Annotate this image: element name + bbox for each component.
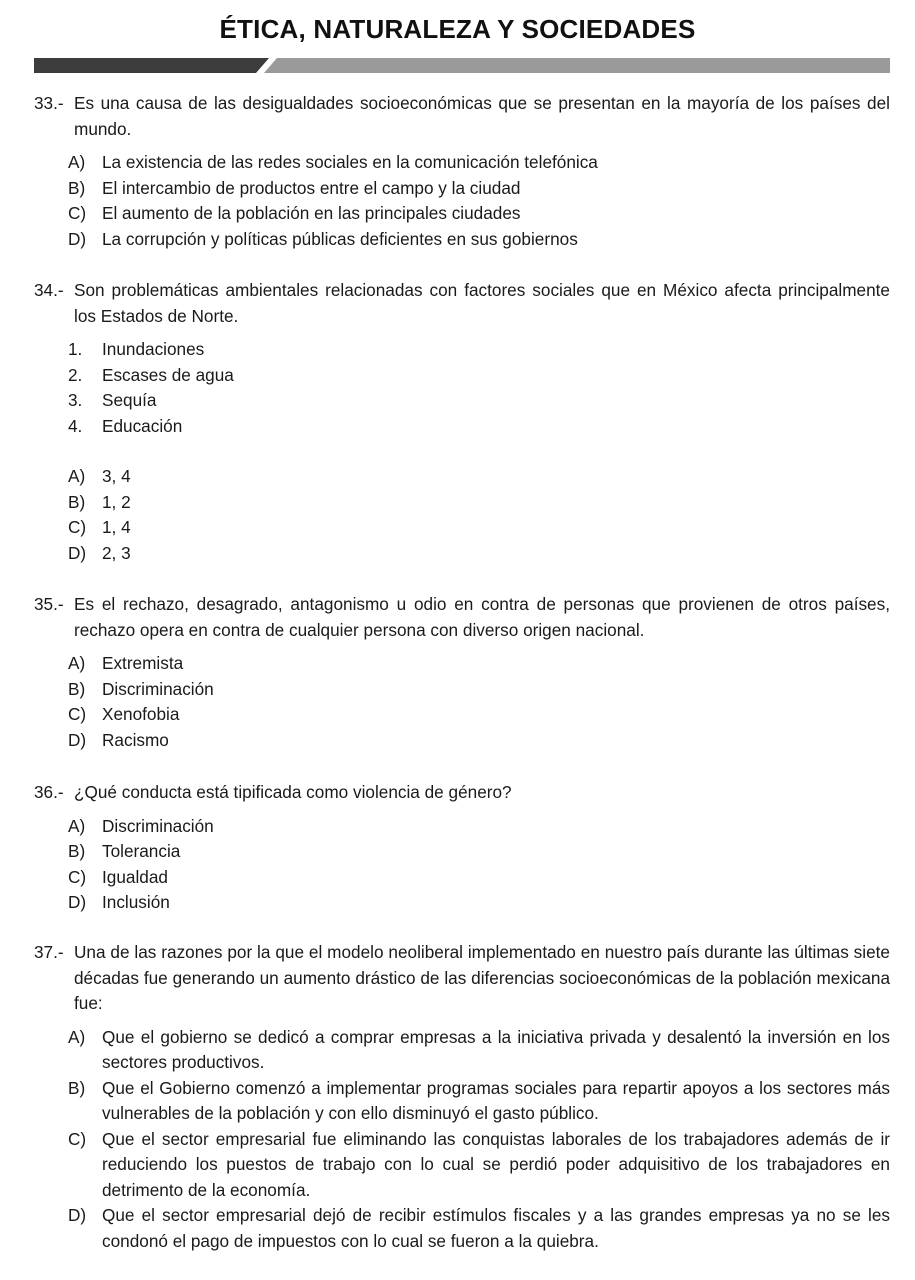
option-letter: C) (68, 866, 87, 887)
option-c (68, 865, 890, 891)
question-37 (34, 940, 890, 1254)
option-letter: B) (68, 177, 86, 198)
option-text: Discriminación (102, 815, 214, 836)
option-d (68, 227, 890, 253)
option-letter: D) (68, 892, 87, 912)
numbered-item (68, 388, 890, 414)
question-stem (34, 278, 890, 329)
question-number: 36.- (34, 782, 64, 802)
option-letter: B) (68, 678, 86, 699)
divider-dark-segment (34, 58, 269, 73)
question-number: 33.- (34, 93, 64, 113)
header-divider-bar (34, 58, 890, 73)
option-a (68, 651, 890, 677)
option-text: Racismo (102, 729, 169, 750)
item-number: 2. (68, 364, 83, 385)
option-text: 2, 3 (102, 542, 131, 563)
numbered-item (68, 337, 890, 363)
numbered-item (68, 363, 890, 389)
item-number: 4. (68, 415, 83, 436)
question-stem (34, 592, 890, 643)
option-letter: B) (68, 1077, 86, 1098)
page-title: ÉTICA, NATURALEZA Y SOCIEDADES (219, 14, 696, 44)
question-33 (34, 91, 890, 252)
option-d (68, 1203, 890, 1254)
item-text: Sequía (102, 390, 157, 410)
option-d (68, 728, 890, 754)
option-text: Que el gobierno se dedicó a comprar empresas a la iniciativa privada y desalentó la inversión en los sectores productivos. (102, 1026, 890, 1072)
option-letter: D) (68, 542, 87, 563)
option-a (68, 464, 890, 490)
options-list (34, 464, 890, 566)
divider-light-segment (264, 58, 890, 73)
option-letter: B) (68, 491, 86, 512)
question-number: 34.- (34, 280, 64, 300)
question-stem (34, 780, 890, 806)
option-text: Discriminación (102, 678, 214, 699)
option-letter: A) (68, 466, 86, 486)
options-list (34, 814, 890, 916)
numbered-item (68, 414, 890, 440)
options-list (34, 1025, 890, 1255)
option-text: Tolerancia (102, 841, 181, 861)
option-letter: A) (68, 1026, 86, 1047)
question-36 (34, 780, 890, 916)
option-c (68, 201, 890, 227)
option-text: La existencia de las redes sociales en la comunicación telefónica (102, 152, 598, 172)
options-list (34, 651, 890, 753)
option-b (68, 490, 890, 516)
option-text: Que el sector empresarial dejó de recibir estímulos fiscales y a las grandes empresas ya no se les condonó el pago de impuestos con lo cual se fueron a la quiebra. (102, 1205, 890, 1251)
option-letter: D) (68, 729, 87, 750)
option-letter: C) (68, 517, 87, 537)
option-letter: D) (68, 1205, 87, 1225)
item-text: Escases de agua (102, 364, 234, 385)
option-letter: C) (68, 1128, 87, 1149)
option-text: Que el Gobierno comenzó a implementar programas sociales para repartir apoyos a los sectores más vulnerables de la población y con ello disminuyó el gasto público. (102, 1077, 890, 1123)
option-b (68, 839, 890, 865)
option-text: Igualdad (102, 866, 168, 887)
option-letter: D) (68, 228, 87, 249)
question-text: Una de las razones por la que el modelo neoliberal implementado en nuestro país durante las últimas siete décadas fue generando un aumento drástico de las diferencias socioeconómicas de la población mexicana fue: (74, 942, 890, 1013)
option-text: Extremista (102, 653, 184, 673)
question-number: 37.- (34, 942, 64, 962)
item-number: 1. (68, 339, 83, 359)
option-letter: C) (68, 704, 87, 724)
item-number: 3. (68, 390, 83, 410)
option-letter: B) (68, 841, 86, 861)
question-text: ¿Qué conducta está tipificada como violencia de género? (74, 782, 512, 802)
question-text: Es el rechazo, desagrado, antagonismo u odio en contra de personas que provienen de otros países, rechazo opera en contra de cualquier persona con diverso origen nacional. (74, 594, 890, 640)
option-a (68, 150, 890, 176)
option-c (68, 702, 890, 728)
option-text: La corrupción y políticas públicas deficientes en sus gobiernos (102, 228, 578, 249)
option-b (68, 677, 890, 703)
item-text: Inundaciones (102, 339, 205, 359)
option-d (68, 541, 890, 567)
option-d (68, 890, 890, 916)
question-stem (34, 91, 890, 142)
option-b (68, 1076, 890, 1127)
option-a (68, 1025, 890, 1076)
option-letter: C) (68, 203, 87, 223)
option-c (68, 1127, 890, 1204)
option-text: Que el sector empresarial fue eliminando las conquistas laborales de los trabajadores además de ir reduciendo los puestos de trabajo con lo cual se perdió poder adquisitivo de los trabajadores en detrimento de la economía. (102, 1128, 890, 1200)
option-text: 3, 4 (102, 466, 131, 486)
option-text: 1, 4 (102, 517, 131, 537)
options-list (34, 150, 890, 252)
option-text: 1, 2 (102, 491, 131, 512)
option-letter: A) (68, 653, 86, 673)
option-text: Xenofobia (102, 704, 180, 724)
question-text: Es una causa de las desigualdades socioeconómicas que se presentan en la mayoría de los países del mundo. (74, 93, 890, 139)
option-text: El intercambio de productos entre el campo y la ciudad (102, 177, 521, 198)
question-35 (34, 592, 890, 753)
question-text: Son problemáticas ambientales relacionadas con factores sociales que en México afecta principalmente los Estados de Norte. (74, 280, 890, 326)
question-number: 35.- (34, 594, 64, 614)
option-letter: A) (68, 152, 86, 172)
question-34 (34, 278, 890, 566)
option-letter: A) (68, 815, 86, 836)
item-text: Educación (102, 415, 183, 436)
question-stem (34, 940, 890, 1017)
option-c (68, 515, 890, 541)
option-b (68, 176, 890, 202)
option-a (68, 814, 890, 840)
numbered-items (34, 337, 890, 439)
option-text: El aumento de la población en las principales ciudades (102, 203, 521, 223)
option-text: Inclusión (102, 892, 170, 912)
